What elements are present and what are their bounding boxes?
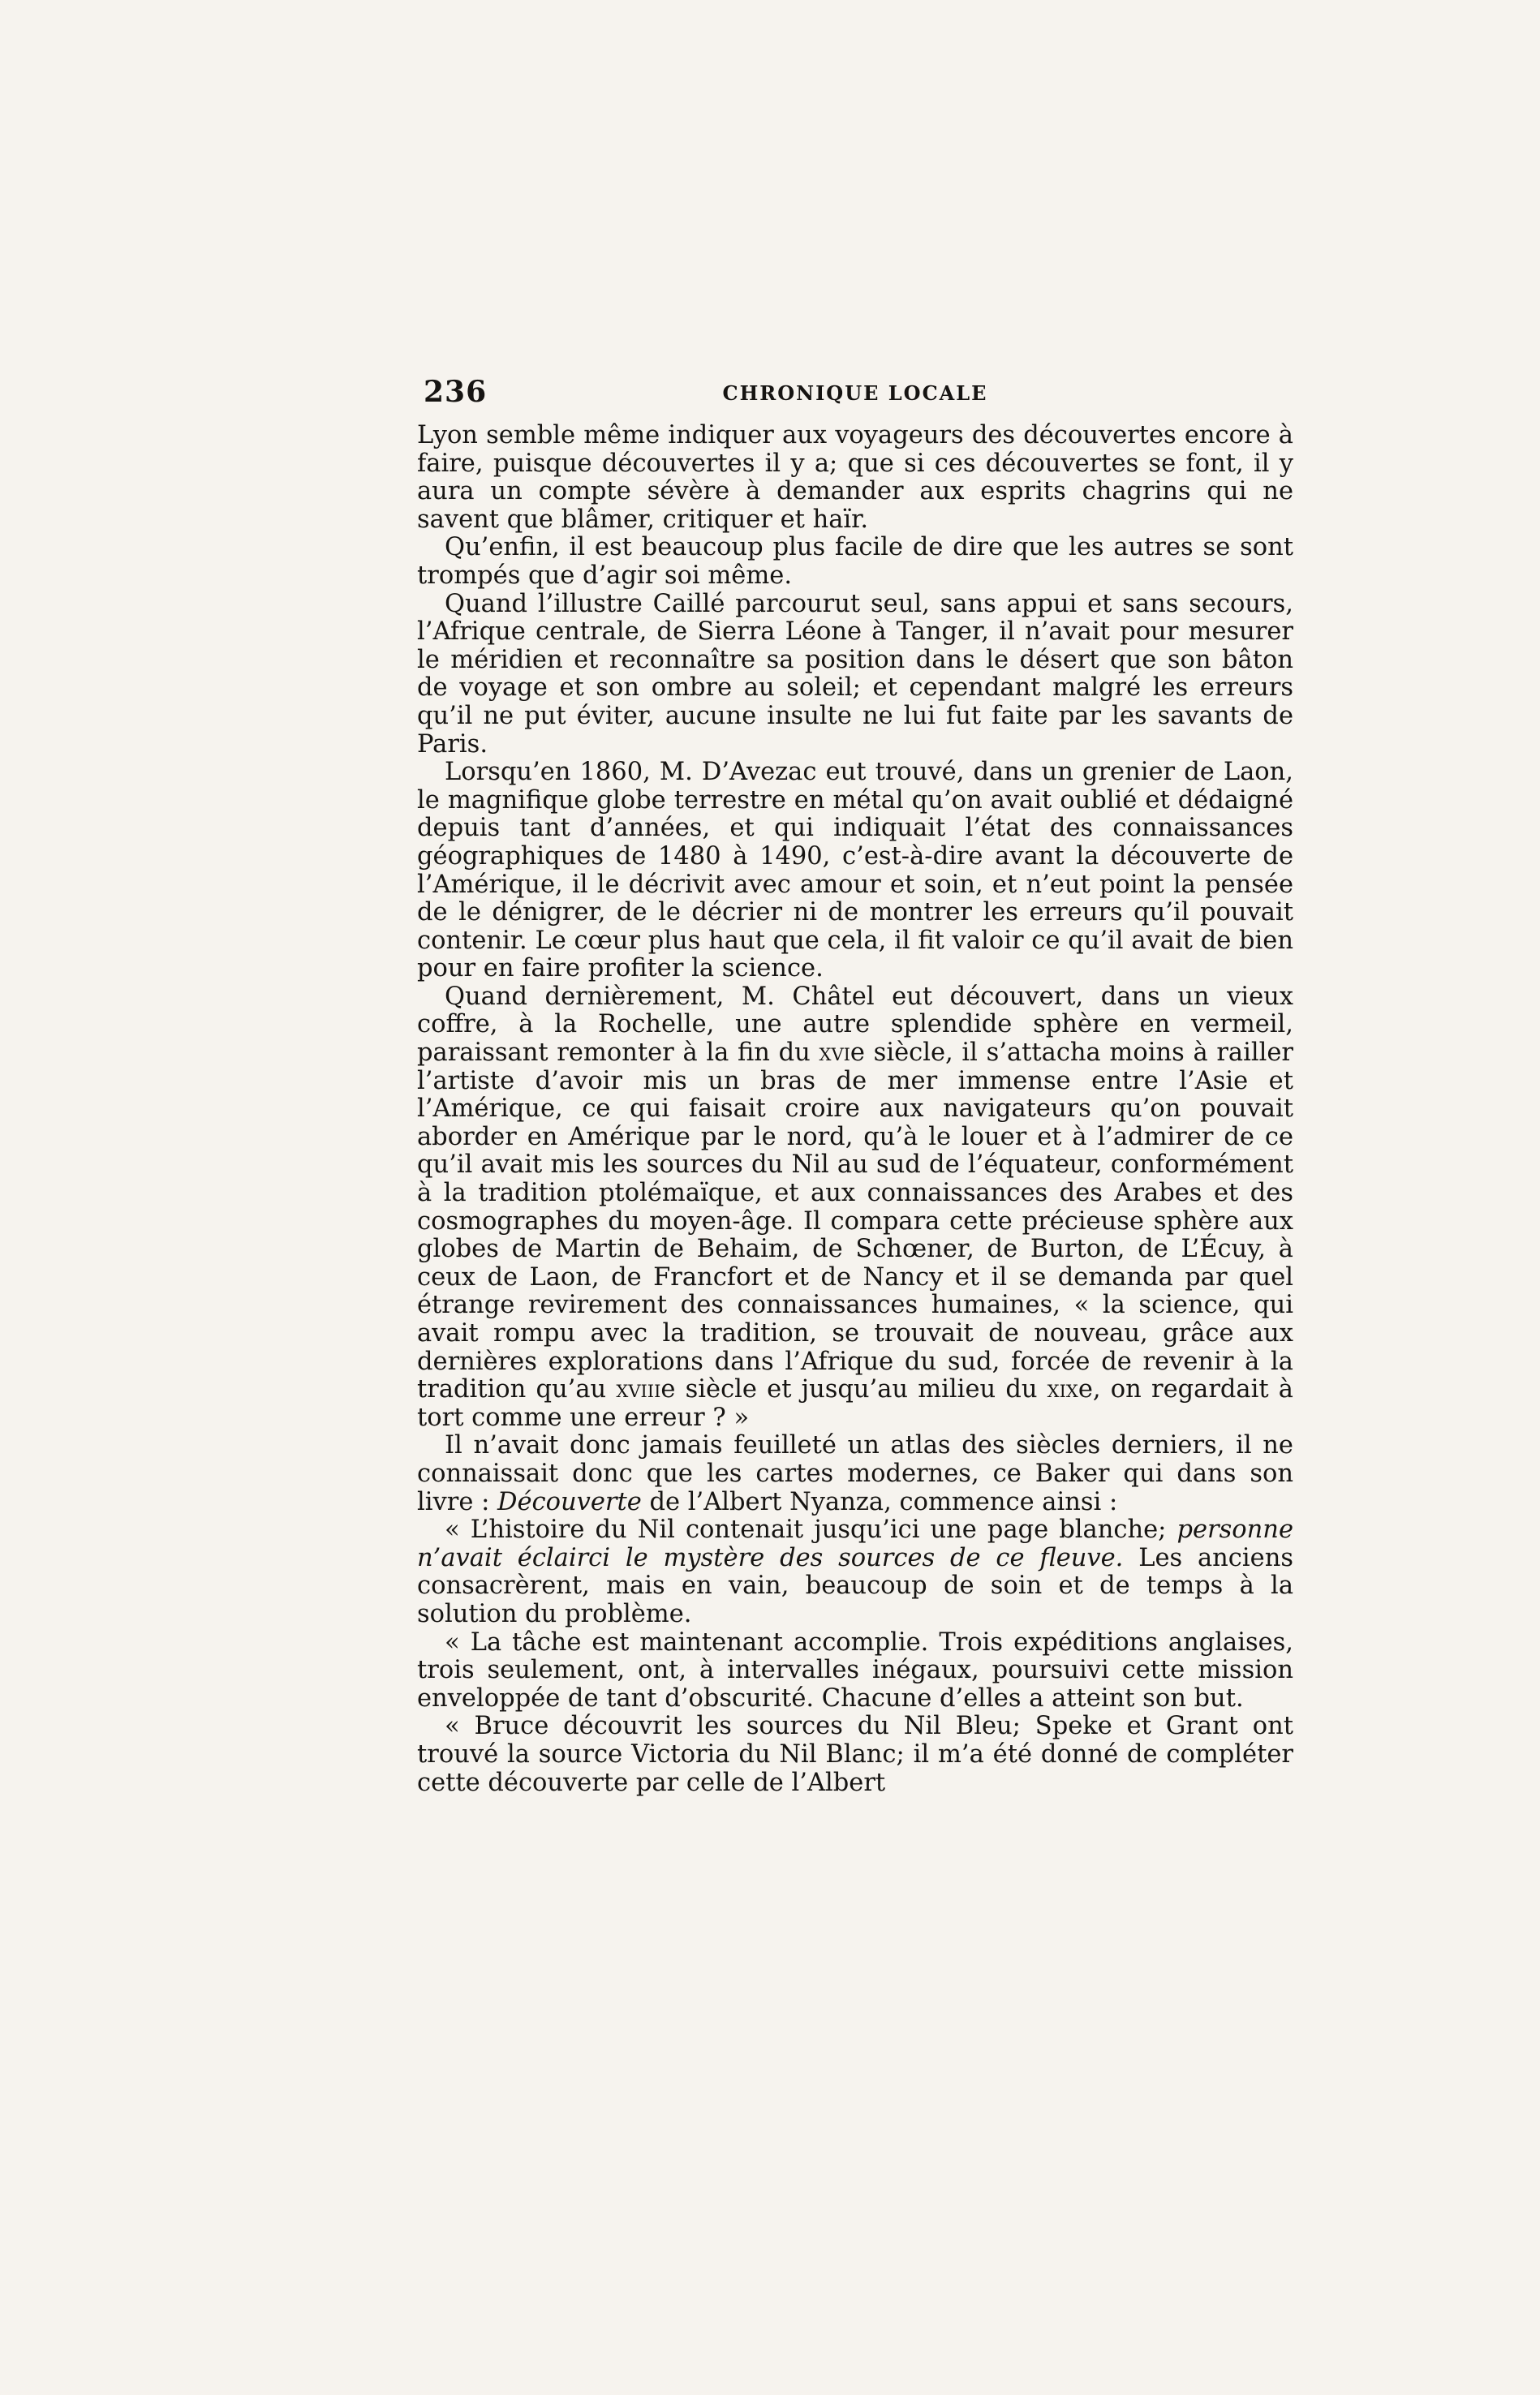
italic-quote: personne n’avait éclairci le mystère des sources de ce fleuve. <box>417 1516 1293 1572</box>
paragraph-text: de l’Albert Nyanza, commence ainsi : <box>641 1487 1118 1516</box>
paragraph: Lyon semble même indiquer aux voyageurs des découvertes encore à faire, puisque découvertes il y a; que si ces découvertes se font, il y aura un compte sévère à demander aux esprits chagrins qui ne savent que blâmer, critiquer et haïr. <box>417 421 1293 534</box>
paragraph: Lorsqu’en 1860, M. D’Avezac eut trouvé, dans un grenier de Laon, le magnifique globe terrestre en métal qu’on avait oublié et dédaigné depuis tant d’années, et qui indiquait l’état des connaissances géographiques de 1480 à 1490, c’est-à-dire avant la découverte de l’Amérique, il le décrivit avec amour et soin, et n’eut point la pensée de le dénigrer, de le décrier ni de montrer les erreurs qu’il pouvait contenir. Le cœur plus haut que cela, il fit valoir ce qu’il avait de bien pour en faire profiter la science. <box>417 758 1293 983</box>
body-text <box>417 422 1293 1797</box>
paragraph-text: Les anciens consacrèrent, mais en vain, beaucoup de soin et de temps à la solution du problème. <box>417 1543 1293 1628</box>
paragraph: « La tâche est maintenant accomplie. Trois expéditions anglaises, trois seulement, ont, à intervalles inégaux, poursuivi cette mission enveloppée de tant d’obscurité. Chacune d’elles a atteint son but. <box>417 1627 1293 1713</box>
century-numeral: xviii <box>616 1375 661 1404</box>
paragraph <box>417 1516 1293 1628</box>
paragraph <box>417 1432 1293 1516</box>
paragraph-text: Quand dernièrement, M. Châtel eut découvert, dans un vieux coffre, à la Rochelle, une autre splendide sphère en vermeil, paraissant remonter à la fin du <box>417 982 1293 1068</box>
paragraph-text: e siècle, il s’attacha moins à railler l’artiste d’avoir mis un bras de mer immense entre l’Asie et l’Amérique, ce qui faisait croire aux navigateurs qu’on pouvait aborder en Amérique par le nord, qu’à le louer et à l’admirer de ce qu’il avait mis les sources du Nil au sud de l’équateur, conformément à la tradition ptolémaïque, et aux connaissances des Arabes et des cosmographes du moyen-âge. Il compara cette précieuse sphère aux globes de Martin de Behaim, de Schœner, de Burton, de L’Écuy, à ceux de Laon, de Francfort et de Nancy et il se demanda par quel étrange revirement des connaissances humaines, « la science, qui avait rompu avec la tradition, se trouvait de nouveau, grâce aux dernières explorations dans l’Afrique du sud, forcée de revenir à la tradition qu’au <box>417 1038 1293 1404</box>
running-head <box>417 375 1293 407</box>
running-title: CHRONIQUE LOCALE <box>722 381 988 405</box>
paragraph: Qu’enfin, il est beaucoup plus facile de dire que les autres se sont trompés que d’agir soi même. <box>417 533 1293 590</box>
century-numeral: xix <box>1047 1375 1078 1404</box>
paragraph-text: e, on regardait à tort comme une erreur ? » <box>417 1375 1293 1432</box>
page-number: 236 <box>424 375 488 409</box>
book-page <box>417 375 1293 1797</box>
paragraph <box>417 983 1293 1433</box>
paragraph-text: « L’histoire du Nil contenait jusqu’ici une page blanche; <box>445 1516 1177 1545</box>
paragraph: Quand l’illustre Caillé parcourut seul, sans appui et sans secours, l’Afrique centrale, de Sierra Léone à Tanger, il n’avait pour mesurer le méridien et reconnaître sa position dans le désert que son bâton de voyage et son ombre au soleil; et cependant malgré les erreurs qu’il ne put éviter, aucune insulte ne lui fut faite par les savants de Paris. <box>417 589 1293 759</box>
book-title: Découverte <box>497 1487 642 1516</box>
century-numeral: xvi <box>819 1038 850 1068</box>
paragraph-text: e siècle et jusqu’au milieu du <box>660 1375 1047 1404</box>
paragraph-text: Il n’avait donc jamais feuilleté un atlas des siècles derniers, il ne connaissait donc que les cartes modernes, ce Baker qui dans son livre : <box>417 1431 1293 1516</box>
paragraph: « Bruce découvrit les sources du Nil Bleu; Speke et Grant ont trouvé la source Victoria du Nil Blanc; il m’a été donné de compléter cette découverte par celle de l’Albert <box>417 1712 1293 1797</box>
